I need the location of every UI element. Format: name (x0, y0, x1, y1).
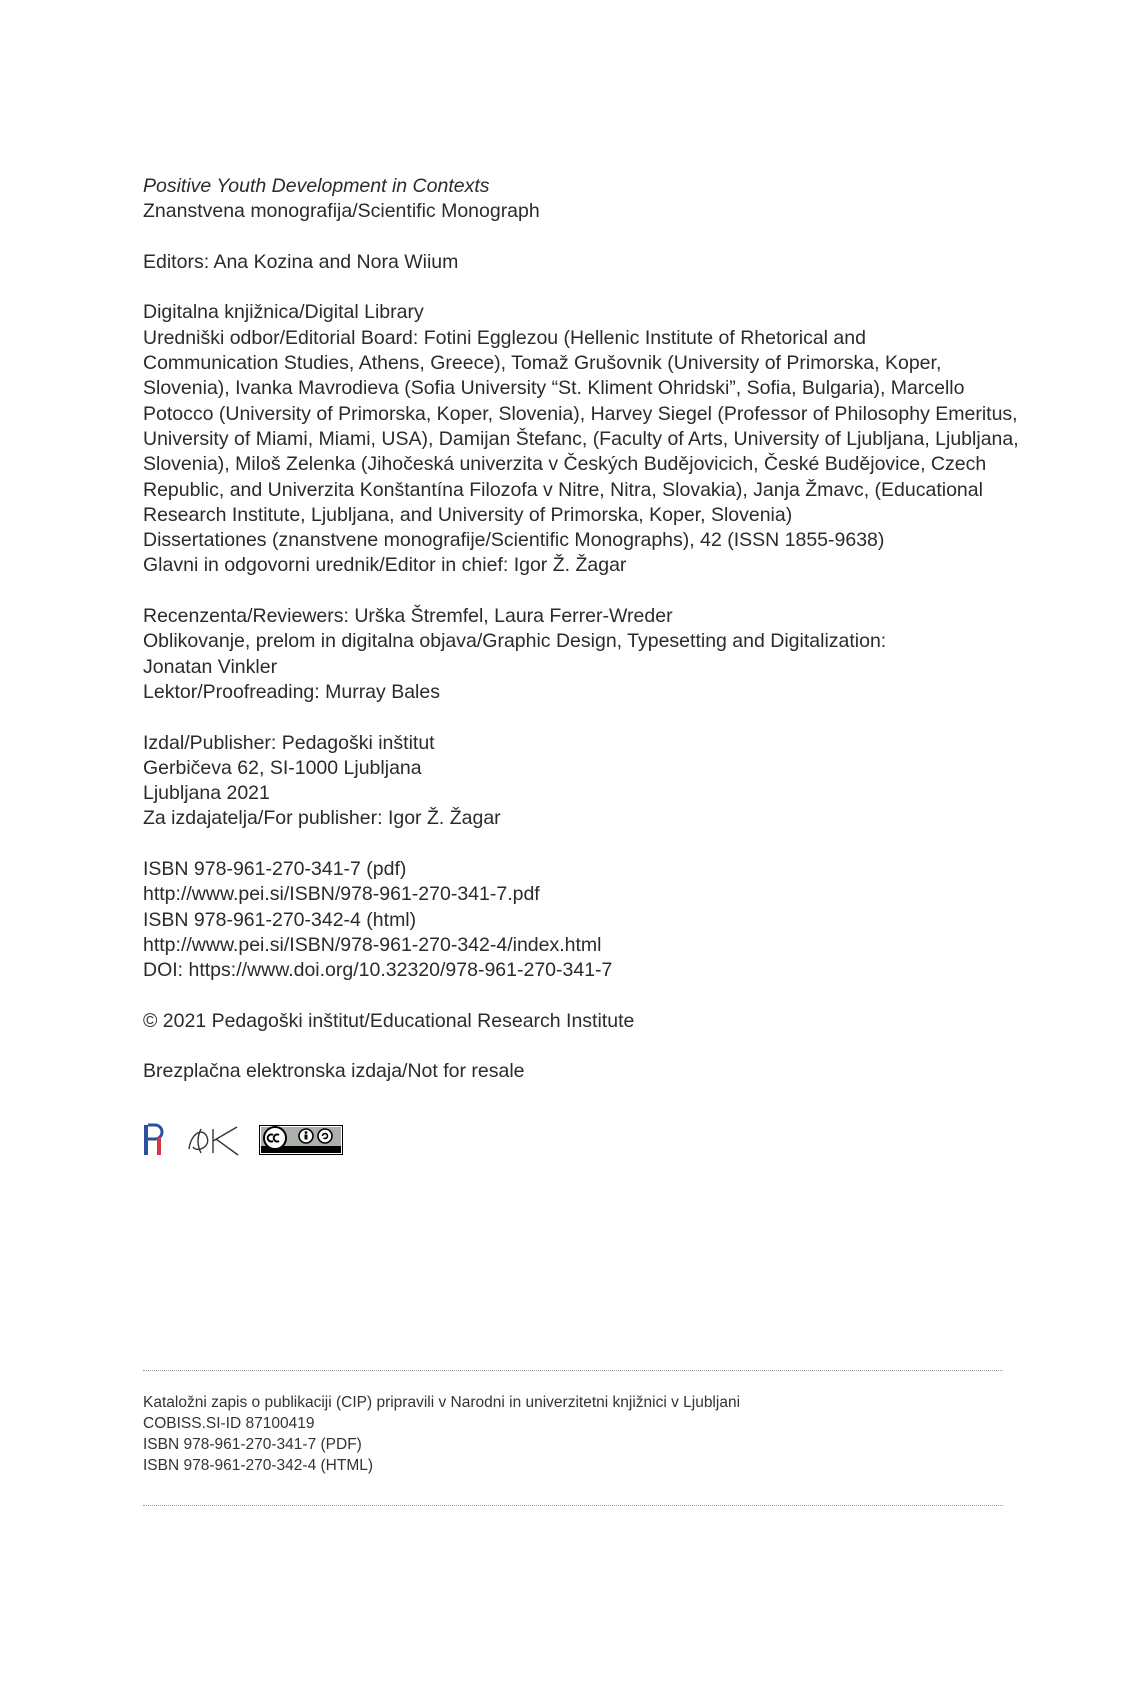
publisher-logos (143, 1120, 343, 1160)
divider (143, 1370, 1003, 1371)
divider (143, 1505, 1003, 1506)
publisher-name: Izdal/Publisher: Pedagoški inštitut (143, 731, 435, 754)
cobiss-id: COBISS.SI-ID 87100419 (143, 1415, 315, 1432)
pi-logo (143, 1123, 165, 1157)
board-line: Research Institute, Ljubljana, and University of Primorska, Koper, Slovenia) (143, 503, 793, 526)
publisher-place-year: Ljubljana 2021 (143, 782, 270, 805)
library-name: Digitalna knjižnica/Digital Library (143, 301, 424, 324)
board-line: University of Miami, Miami, USA), Damijan Štefanc, (Faculty of Arts, University of Ljubljana, Ljubljana, (143, 427, 1019, 450)
reviewers: Recenzenta/Reviewers: Urška Štremfel, Laura Ferrer-Wreder (143, 605, 673, 628)
book-title: Positive Youth Development in Contexts (143, 175, 490, 197)
cip-isbn-pdf: ISBN 978-961-270-341-7 (PDF) (143, 1436, 362, 1453)
dk-logo (183, 1123, 241, 1157)
proofreading: Lektor/Proofreading: Murray Bales (143, 680, 440, 703)
board-line: Slovenia), Ivanka Mavrodieva (Sofia University “St. Kliment Ohridski”, Sofia, Bulgaria), Marcello (143, 377, 965, 400)
board-line: Slovenia), Miloš Zelenka (Jihočeská univerzita v Českých Budějovicich, České Budějovice, Czech (143, 453, 987, 476)
series: Dissertationes (znanstvene monografije/Scientific Monographs), 42 (ISSN 1855-9638) (143, 529, 885, 552)
editors: Editors: Ana Kozina and Nora Wiium (143, 250, 459, 273)
resale-notice: Brezplačna elektronska izdaja/Not for resale (143, 1060, 525, 1083)
book-type: Znanstvena monografija/Scientific Monograph (143, 200, 540, 223)
designer: Jonatan Vinkler (143, 655, 278, 678)
board-line: Republic, and Univerzita Konštantína Filozofa v Nitre, Nitra, Slovakia), Janja Žmavc, (Educational (143, 478, 983, 501)
copyright: © 2021 Pedagoški inštitut/Educational Research Institute (143, 1009, 635, 1032)
isbn-pdf: ISBN 978-961-270-341-7 (pdf) (143, 858, 407, 881)
board-line: Communication Studies, Athens, Greece), Tomaž Grušovnik (University of Primorska, Koper, (143, 352, 942, 375)
board-line: Uredniški odbor/Editorial Board: Fotini Egglezou (Hellenic Institute of Rhetorical and (143, 326, 866, 349)
imprint-page (143, 174, 1019, 1085)
cip-isbn-html: ISBN 978-961-270-342-4 (HTML) (143, 1457, 374, 1474)
cip-line: Kataložni zapis o publikaciji (CIP) pripravili v Narodni in univerzitetni knjižnici v Ljubljani (143, 1394, 741, 1411)
cc-by-sa-icon (259, 1125, 343, 1155)
publisher-address: Gerbičeva 62, SI-1000 Ljubljana (143, 756, 422, 779)
design-credit: Oblikovanje, prelom in digitalna objava/Graphic Design, Typesetting and Digitalization: (143, 630, 887, 653)
pdf-link[interactable]: http://www.pei.si/ISBN/978-961-270-341-7.pdf (143, 883, 540, 906)
doi-link[interactable]: DOI: https://www.doi.org/10.32320/978-961-270-341-7 (143, 959, 613, 982)
cip-record (143, 1392, 740, 1476)
editor-in-chief: Glavni in odgovorni urednik/Editor in chief: Igor Ž. Žagar (143, 554, 627, 577)
board-line: Potocco (University of Primorska, Koper, Slovenia), Harvey Siegel (Professor of Philosophy Emeritus, (143, 402, 1018, 425)
for-publisher: Za izdajatelja/For publisher: Igor Ž. Žagar (143, 807, 501, 830)
isbn-html: ISBN 978-961-270-342-4 (html) (143, 908, 417, 931)
html-link[interactable]: http://www.pei.si/ISBN/978-961-270-342-4/index.html (143, 933, 602, 956)
